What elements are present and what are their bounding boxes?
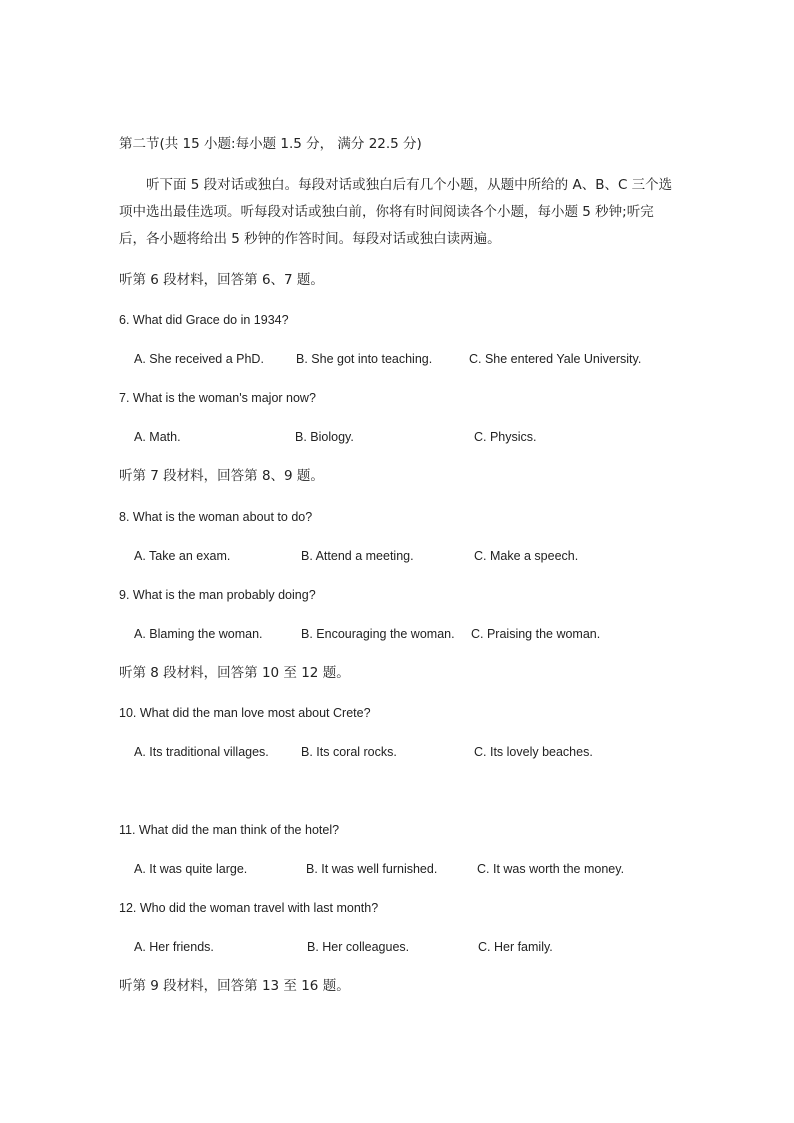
option-b: B. It was well furnished. [306,862,438,876]
option-b: B. Her colleagues. [307,940,410,954]
option-a: A. It was quite large. [134,862,248,876]
option-b: B. Biology. [295,430,354,444]
option-c: C. Physics. [474,430,537,444]
question-stem: 12. Who did the woman travel with last month? [119,901,379,915]
option-b: B. She got into teaching. [296,352,433,366]
option-c: C. It was worth the money. [477,862,625,876]
segment-heading: 听第 8 段材料，回答第 10 至 12 题。 [119,665,350,681]
section-title: 第二节(共 15 小题:每小题 1.5 分， 满分 22.5 分) [119,136,422,152]
option-a: A. Her friends. [134,940,214,954]
question-stem: 11. What did the man think of the hotel? [119,823,340,837]
option-c: C. Her family. [478,940,553,954]
question-stem: 8. What is the woman about to do? [119,510,313,524]
option-c: C. She entered Yale University. [469,352,642,366]
option-a: A. Math. [134,430,181,444]
segment-heading: 听第 9 段材料，回答第 13 至 16 题。 [119,978,350,994]
question-stem: 10. What did the man love most about Crete? [119,706,371,720]
segment-heading: 听第 7 段材料，回答第 8、9 题。 [119,468,324,484]
segment-heading: 听第 6 段材料，回答第 6、7 题。 [119,272,324,288]
question-stem: 7. What is the woman's major now? [119,391,316,405]
option-a: A. Its traditional villages. [134,745,269,759]
option-c: C. Its lovely beaches. [474,745,593,759]
option-b: B. Its coral rocks. [301,745,397,759]
option-b: B. Encouraging the woman. [301,627,455,641]
option-c: C. Praising the woman. [471,627,601,641]
question-stem: 9. What is the man probably doing? [119,588,316,602]
instructions-paragraph: 听下面 5 段对话或独白。每段对话或独白后有几个小题，从题中所给的 A、B、C 三个选项中选出最佳选项。听每段对话或独白前，你将有时间阅读各个小题，每小题 5 秒钟;听完后，各小题将给出 5 秒钟的作答时间。每段对话或独白读两遍。 [119,177,673,247]
option-a: A. Blaming the woman. [134,627,263,641]
option-b: B. Attend a meeting. [301,549,414,563]
option-a: A. She received a PhD. [134,352,264,366]
question-stem: 6. What did Grace do in 1934? [119,313,289,327]
option-c: C. Make a speech. [474,549,579,563]
option-a: A. Take an exam. [134,549,231,563]
